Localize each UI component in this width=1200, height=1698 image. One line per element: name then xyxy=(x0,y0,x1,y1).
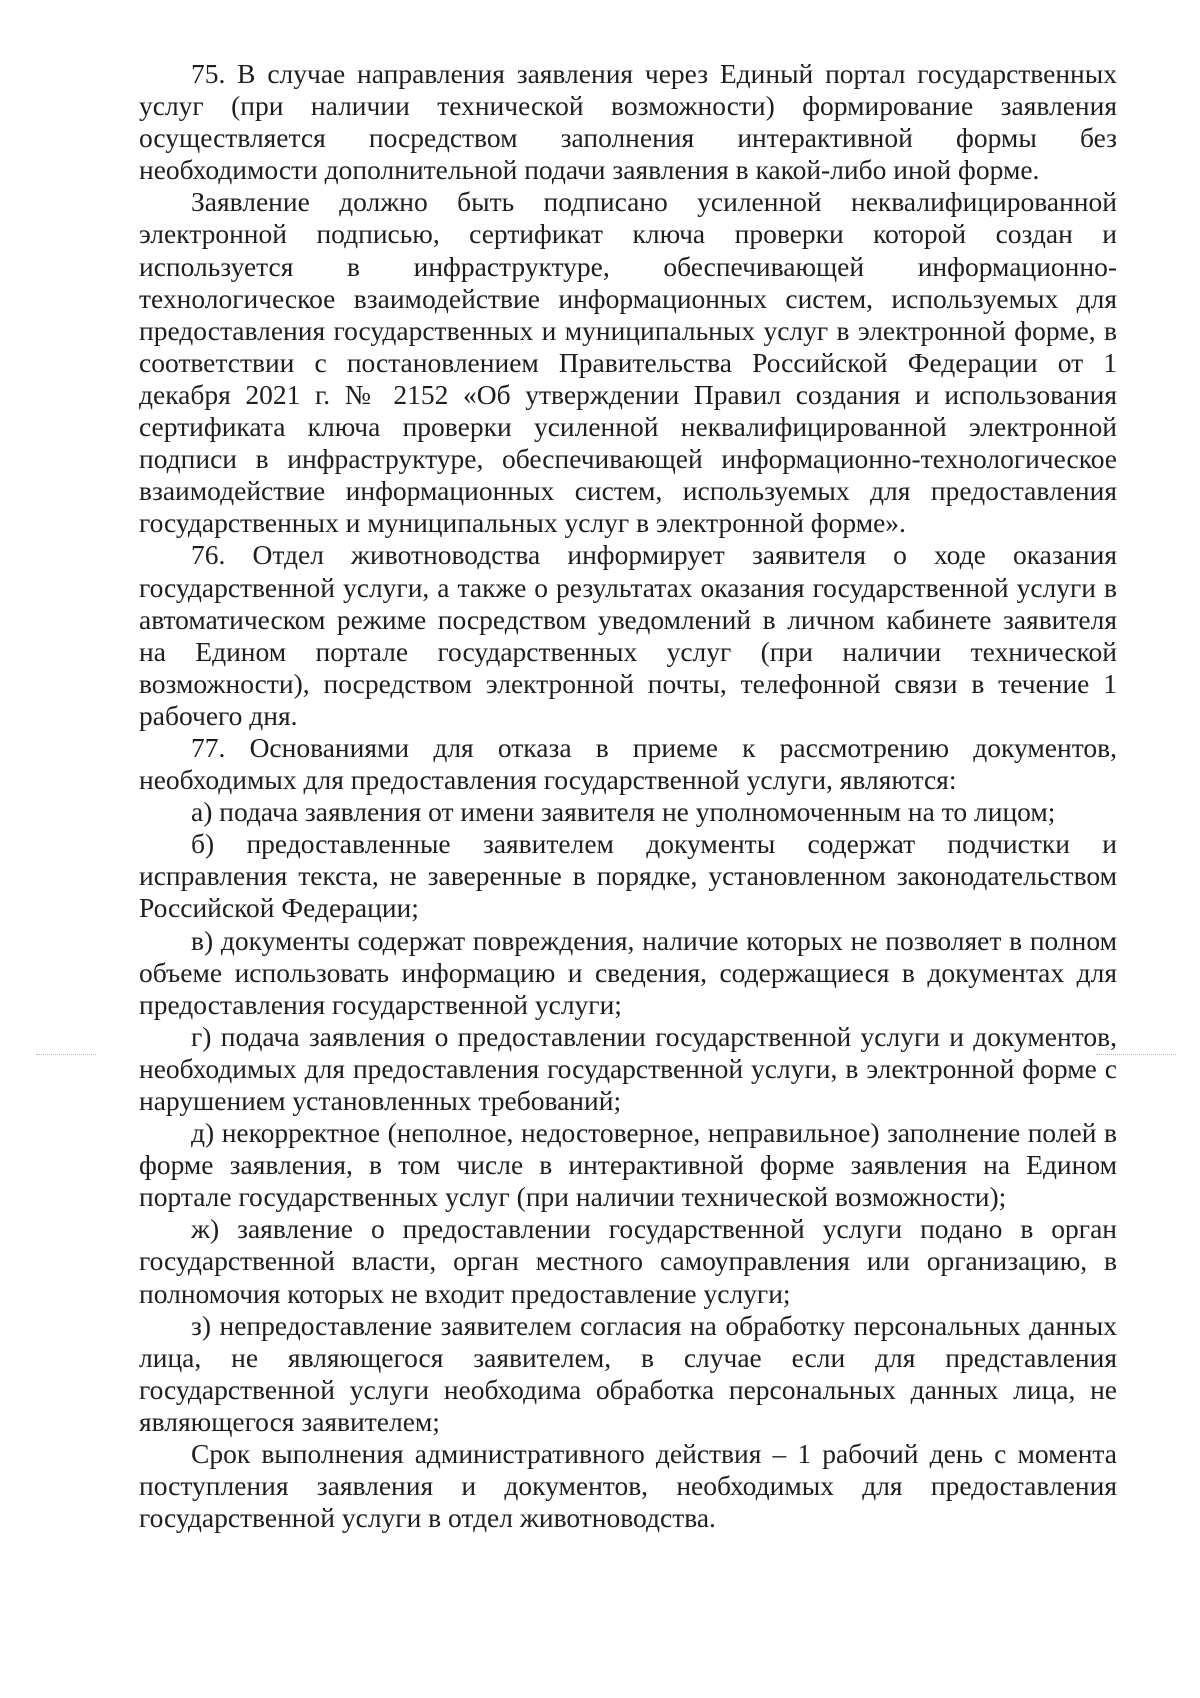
list-item-v: в) документы содержат повреждения, наличие которых не позволяет в полном объеме использовать информацию и сведения, содержащиеся в документах для предоставления государственной услуги; xyxy=(139,924,1117,1020)
scan-artifact-right xyxy=(1096,1054,1176,1056)
scan-artifact-left xyxy=(36,1054,96,1056)
list-item-z: з) непредоставление заявителем согласия на обработку персональных данных лица, не являющегося заявителем, в случае если для представления государственной услуги необходима обработка персональных данных лица, не являющегося заявителем; xyxy=(139,1309,1117,1437)
list-item-a: а) подача заявления от имени заявителя не уполномоченным на то лицом; xyxy=(191,796,1056,828)
list-item-zh: ж) заявление о предоставлении государственной услуги подано в орган государственной власти, орган местного самоуправления или организацию, в полномочия которых не входит предоставление услуги; xyxy=(139,1213,1117,1309)
paragraph-75: 75. В случае направления заявления через Единый портал государственных услуг (при наличии технической возможности) формирование заявления осуществляется посредством заполнения интерактивной формы без необходимости дополнительной подачи заявления в какой-либо иной форме. xyxy=(139,58,1117,186)
list-item-g: г) подача заявления о предоставлении государственной услуги и документов, необходимых для предоставления государственной услуги, в электронной форме с нарушением установленных требований; xyxy=(139,1020,1117,1116)
paragraph-signature-requirement: Заявление должно быть подписано усиленной неквалифицированной электронной подписью, сертификат ключа проверки которой создан и используется в инфраструктуре, обеспечивающей информационно-технологическое взаимодействие информационных систем, используемых для предоставления государственных и муниципальных услуг в электронной форме, в соответствии с постановлением Правительства Российской Федерации от 1 декабря 2021 г. № 2152 «Об утверждении Правил создания и использования сертификата ключа проверки усиленной неквалифицированной электронной подписи в инфраструктуре, обеспечивающей информационно-технологическое взаимодействие информационных систем, используемых для предоставления государственных и муниципальных услуг в электронной форме». xyxy=(139,186,1117,539)
list-item-d: д) некорректное (неполное, недостоверное, неправильное) заполнение полей в форме заявления, в том числе в интерактивной форме заявления на Едином портале государственных услуг (при наличии технической возможности); xyxy=(139,1117,1117,1213)
paragraph-76: 76. Отдел животноводства информирует заявителя о ходе оказания государственной услуги, а также о результатах оказания государственной услуги в автоматическом режиме посредством уведомлений в личном кабинете заявителя на Едином портале государственных услуг (при наличии технической возможности), посредством электронной почты, телефонной связи в течение 1 рабочего дня. xyxy=(139,539,1117,731)
paragraph-77: 77. Основаниями для отказа в приеме к рассмотрению документов, необходимых для предоставления государственной услуги, являются: xyxy=(139,731,1117,796)
document-body xyxy=(139,58,1117,1534)
paragraph-deadline: Срок выполнения административного действия – 1 рабочий день с момента поступления заявления и документов, необходимых для предоставления государственной услуги в отдел животноводства. xyxy=(139,1438,1117,1534)
list-item-b: б) предоставленные заявителем документы содержат подчистки и исправления текста, не заверенные в порядке, установленном законодательством Российской Федерации; xyxy=(139,828,1117,924)
